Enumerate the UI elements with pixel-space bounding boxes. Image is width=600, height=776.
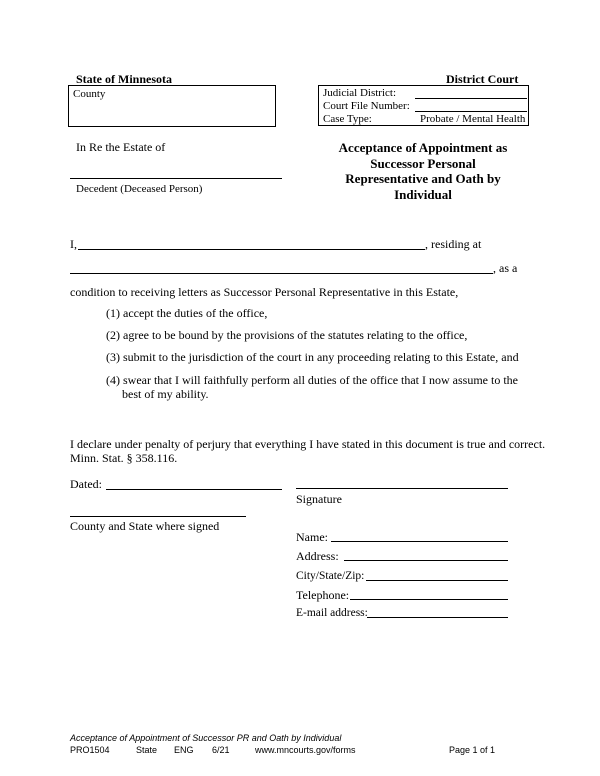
state-heading: State of Minnesota — [76, 72, 172, 86]
residence-field[interactable] — [70, 273, 493, 274]
judicial-district-field[interactable] — [415, 98, 527, 99]
in-re-label: In Re the Estate of — [76, 140, 166, 154]
form-title — [310, 140, 536, 202]
i-prefix: I, — [70, 237, 77, 251]
dated-label: Dated: — [70, 477, 102, 491]
court-file-number-label: Court File Number: — [323, 100, 410, 112]
list-item-4-continued: best of my ability. — [122, 387, 209, 401]
footer-jurisdiction: State — [136, 745, 158, 755]
court-heading: District Court — [446, 72, 519, 86]
case-type-value: Probate / Mental Health — [420, 113, 526, 125]
list-item-1: (1) accept the duties of the office, — [106, 306, 268, 320]
as-a-text: , as a — [493, 261, 518, 275]
residing-at-text: , residing at — [425, 237, 482, 251]
county-state-field[interactable] — [70, 516, 246, 517]
signature-label: Signature — [296, 492, 342, 506]
court-file-number-field[interactable] — [415, 111, 527, 112]
address-input[interactable] — [344, 560, 508, 561]
telephone-label: Telephone: — [296, 588, 350, 602]
list-item-4: (4) swear that I will faithfully perform all duties of the office that I now assume to the — [106, 373, 518, 387]
footer-page-number: Page 1 of 1 — [449, 745, 496, 755]
decedent-label: Decedent (Deceased Person) — [76, 183, 203, 195]
telephone-input[interactable] — [350, 599, 508, 600]
county-box[interactable] — [68, 85, 276, 127]
county-state-label: County and State where signed — [70, 519, 220, 533]
email-label: E-mail address: — [296, 607, 368, 619]
name-label: Name: — [296, 530, 328, 544]
county-label: County — [73, 88, 106, 100]
city-state-zip-input[interactable] — [366, 580, 508, 581]
footer-form-number: PRO1504 — [70, 745, 110, 755]
title-line-1: Acceptance of Appointment as — [338, 140, 508, 155]
case-type-label: Case Type: — [323, 113, 372, 125]
list-item-3: (3) submit to the jurisdiction of the court in any proceeding relating to this Estate, and — [106, 350, 519, 364]
decedent-name-field[interactable] — [70, 178, 282, 179]
statute-citation: Minn. Stat. § 358.116. — [70, 451, 178, 465]
footer-language: ENG — [174, 745, 194, 755]
dated-field[interactable] — [106, 489, 282, 490]
address-label: Address: — [296, 549, 339, 563]
signature-field[interactable] — [296, 488, 508, 489]
title-line-3: Representative and Oath by — [345, 171, 501, 186]
declaration-text: I declare under penalty of perjury that everything I have stated in this document is true and correct. — [70, 437, 546, 451]
footer-revision: 6/21 — [212, 745, 230, 755]
footer-form-title: Acceptance of Appointment of Successor PR and Oath by Individual — [70, 733, 342, 743]
case-info-box — [318, 85, 529, 126]
condition-text: condition to receiving letters as Successor Personal Representative in this Estate, — [70, 285, 459, 299]
title-line-2: Successor Personal — [370, 155, 476, 171]
footer-website[interactable]: www.mncourts.gov/forms — [255, 745, 356, 755]
judicial-district-label: Judicial District: — [323, 87, 397, 99]
list-item-2: (2) agree to be bound by the provisions of the statutes relating to the office, — [106, 328, 468, 342]
name-field[interactable] — [78, 249, 425, 250]
city-state-zip-label: City/State/Zip: — [296, 570, 365, 582]
name-input[interactable] — [331, 541, 508, 542]
email-input[interactable] — [367, 617, 508, 618]
title-line-4: Individual — [394, 186, 452, 202]
